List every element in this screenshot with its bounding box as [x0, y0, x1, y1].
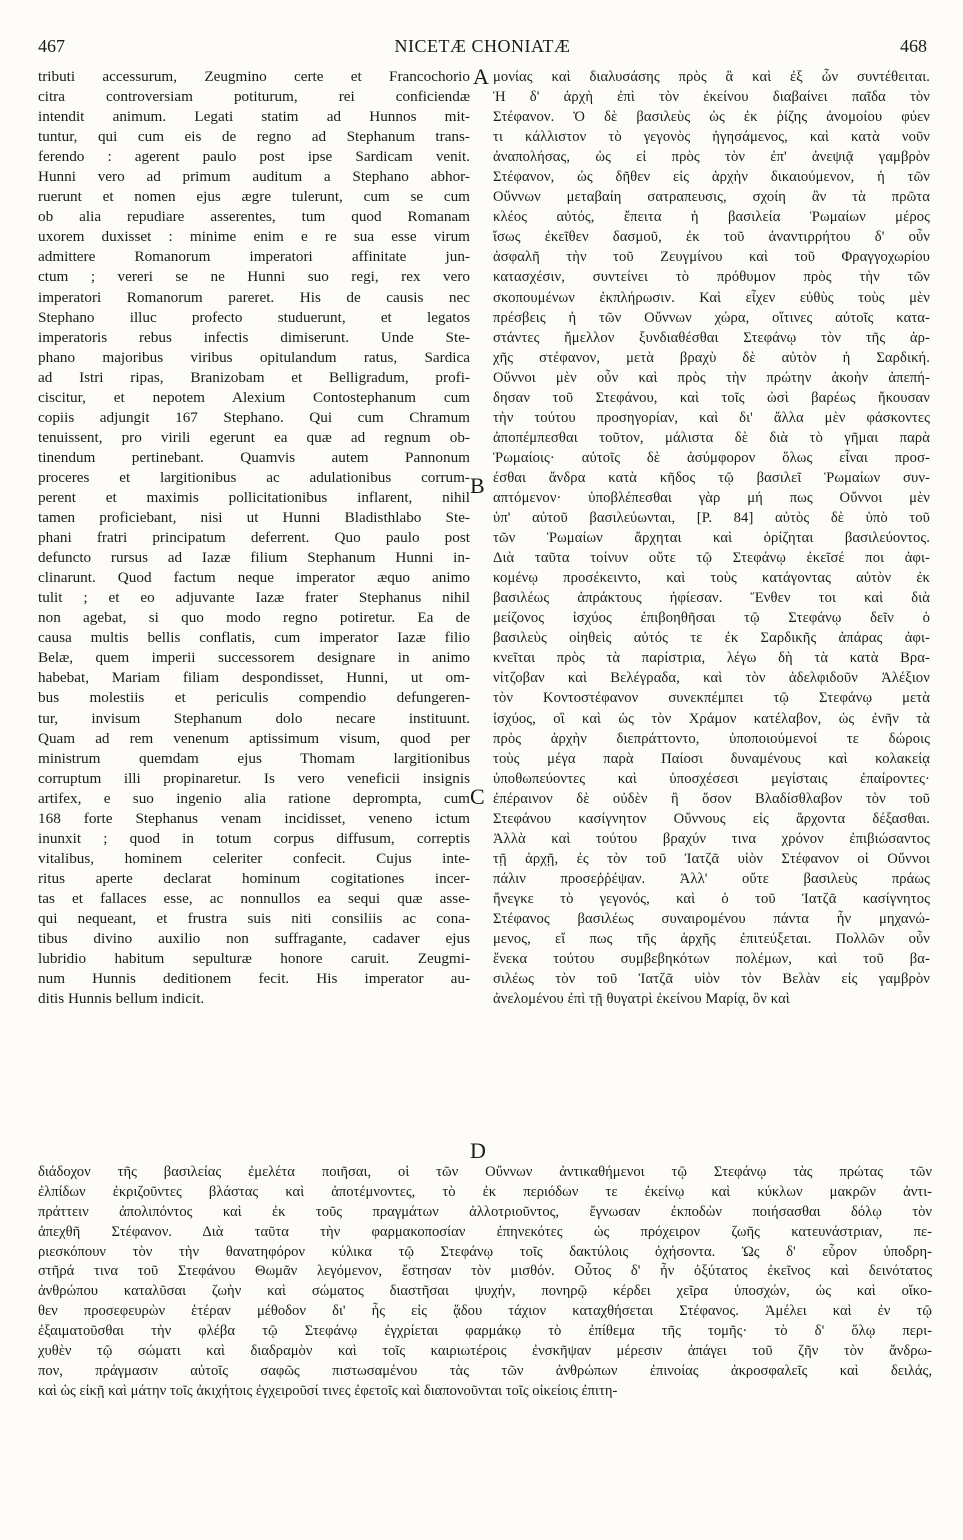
greek-text-line: Οὔννων μεταβαίη σατραπευσις, σχοίη ἂν τὰ πρῶτα	[493, 189, 930, 206]
latin-text-line: tas et fallaces esse, ac nonnullos ea sequi quæ asse-	[38, 889, 470, 907]
latin-text-line: admittere Romanorum imperatori affinitate jun-	[38, 248, 470, 266]
greek-text-line: στάντες ἤμελλον ξυνδιαθέσθαι Στεφάνῳ τὸν τῆς ἀρ-	[493, 329, 930, 346]
latin-text-line: ditis Hunnis bellum indicit.	[38, 990, 205, 1008]
greek-text-line: ἰσχύος, οἳ καὶ ὡς τὸν Χράμον κατέλαβον, ὡς ἐνῆν τὰ	[493, 710, 930, 727]
greek-text-line: Στέφανος βασιλέως συναιρομένου πάντα ἦν μηχανώ-	[493, 910, 930, 927]
latin-text-line: 168 forte Stephanus venam incidisset, veneno ictum	[38, 809, 470, 827]
latin-text-line: clinarunt. Quod factum neque imperator æquo animo	[38, 569, 470, 587]
latin-text-line: uxorem duxisset : minime enim e re sua esse virum	[38, 228, 470, 246]
latin-text-line: qui nequeant, et frustra suis niti consiliis ac cona-	[38, 909, 470, 927]
greek-text-line: Ἀλλὰ καὶ τούτου βραχύν τινα χρόνον ἐπιβιώσαντος	[493, 830, 930, 847]
greek-text-line: Διὰ ταῦτα τοίνυν οὔτε τῷ Στεφάνῳ ἐκεῖσέ ποι ἀφι-	[493, 550, 930, 567]
greek-column	[493, 67, 930, 1009]
greek-full-line: καὶ ὡς εἰκῇ καὶ μάτην τοῖς ἀκιχήτοις ἐγχειροῦσί τινες ἐφετοῖς καὶ διαπονοῦνται τοῖς οἰκείοις ἐπιτη-	[38, 1382, 618, 1399]
greek-text-line: τοὺς μέγα παρὰ Παίοσι δυναμένους καὶ κολακείᾳ	[493, 750, 930, 767]
greek-text-line: βασιλέως ἀπράκτους ἠφίεσαν. Ἔνθεν τοι καὶ διὰ	[493, 590, 930, 607]
greek-text-line: σκοπουμένων ἐκπλήρωσιν. Καὶ εἶχεν εὐθὺς τοὺς μὲν	[493, 289, 930, 306]
latin-text-line: ob alia repudiare asserentes, tum quod Romanam	[38, 208, 470, 226]
greek-full-line: ριεσκόπουν τὸν τὴν θανατηφόρον κύλικα τῷ Στεφάνῳ τοῖς δακτύλοις ὀχήσοντα. Ὡς δ' εὗρον ὑποδρη-	[38, 1243, 932, 1260]
latin-text-line: ministrum quemdam ejus Thomam largitionibus	[38, 749, 470, 767]
greek-text-line: κλέος αὐτός, ἔπειτα ἡ βασιλεία Ῥωμαίων μέρος	[493, 209, 930, 226]
greek-text-line: τὴν τούτου προσηγορίαν, καὶ δι' ἄλλα μὲν φάσκοντες	[493, 409, 930, 426]
latin-text-line: perent et maximis pollicitationibus inflarent, nihil	[38, 488, 470, 506]
greek-text-line: τι κάλλιστον τὸ γεγονὸς ἡγησάμενος, καὶ κατὰ νοῦν	[493, 129, 930, 146]
greek-text-line: πρέσβεις ἡ τῶν Οὔννων χώρα, οἵτινες αὐτοῖς κατα-	[493, 309, 930, 326]
greek-full-line: πράττειν ἀπολιπόντος καὶ ἐκ τοῦς πραγμάτων ἀλλοτριοῦντος, ἔγνωσαν ἐκποδὼν ποιήσασθαι δόλῳ τὸν	[38, 1203, 932, 1220]
page-number-left: 467	[38, 36, 65, 56]
greek-text-line: νίτζοβαν καὶ Βελέγραδα, καὶ τὸν ἀδελφιδοῦν Ἀλέξιον	[493, 670, 930, 687]
greek-text-line: πάλιν προσεῤῥέψαν. Ἀλλ' οὔτε βασιλεὺς πράως	[493, 870, 930, 887]
greek-text-line: βασιλεὺς οἰηθεὶς αὐτός τε ἐκ Σαρδικῆς ἀπάρας ἀφι-	[493, 630, 930, 647]
latin-text-line: ad Istri ripas, Branizobam et Belligradum, profi-	[38, 368, 470, 386]
page-number-right: 468	[900, 36, 927, 56]
section-marker-c: C	[470, 784, 485, 809]
latin-text-line: corruptum illi propinaretur. Is vero veneficii insignis	[38, 769, 470, 787]
greek-text-line: Στεφάνου κασίγνητον Οὔννους εἰς ἄρχοντα δέξασθαι.	[493, 810, 930, 827]
greek-text-line: τὸν Κοντοστέφανον συνεκπέμπει τῷ Στεφάνῳ μετὰ	[493, 690, 930, 707]
greek-text-line: κατασχέσιν, συντείνει τὸ πρόθυμον πρὸς τὴν τῶν	[493, 269, 930, 286]
latin-text-line: ruerunt et nomen ejus ægre tulerunt, cum se cum	[38, 188, 470, 206]
latin-text-line: Belæ, quem imperii successorem designare in animo	[38, 649, 470, 667]
greek-full-width-text	[38, 1163, 932, 1402]
greek-full-line: ἀνθρώπου καταλῦσαι ζωὴν καὶ σώματος διαστῆσαι ψυχήν, πονηρῷ κέρδει χεῖρα ὑποσχών, ὡς καὶ οἴκο-	[38, 1283, 932, 1300]
greek-text-line: έσθαι ἄνδρα κατὰ κῆδος τῷ βασιλεῖ Ῥωμαίων συν-	[493, 469, 930, 486]
latin-text-line: phani fratri principatum deferrent. Quo paulo post	[38, 529, 470, 547]
latin-text-line: ciscitur, et nepotem Alexium Contostephanum cum	[38, 388, 470, 406]
greek-text-line: δησαν τοῦ Στεφάνου, καὶ τοῖς ὠσὶ βαρέως ἤκουσαν	[493, 389, 930, 406]
latin-text-line: non agebat, si quo modo regno potiretur. Ea de	[38, 609, 470, 627]
latin-text-line: copiis adjungit 167 Stephano. Qui cum Chramum	[38, 408, 470, 426]
greek-text-line: ἤνεγκε τὸ γεγονός, καὶ ὁ τοῦ Ἰατζᾶ κασίγνητος	[493, 890, 930, 907]
section-marker-d: D	[470, 1138, 486, 1163]
latin-text-line: Stephano illuc profecto studuerunt, et legatos	[38, 308, 470, 326]
greek-text-line: Οὔννοι μὲν οὖν καὶ πρὸς τὴν πρώτην ἀκοὴν ἀπεπή-	[493, 369, 930, 386]
greek-full-line: ἐξαιματοῦσθαι τὴν φλέβα τῷ Στεφάνῳ ἐγχρίεται φαρμάκῳ τὸ ἐπίθεμα τῆς τομῆς· τὸ δ' ὅλῳ περι-	[38, 1323, 932, 1340]
latin-text-line: tamen proficiebant, nisi ut Hunni Bladisthlabo Ste-	[38, 509, 470, 527]
section-marker-a: A	[473, 64, 489, 89]
greek-full-line: ἐλπίδων ἐκριζοῦντες βλάστας καὶ ἀποτέμνοντες, τὸ ἐκ περιόδων τε ἐκείνῳ καὶ κύκλων μακρῶν ἀντι-	[38, 1183, 932, 1200]
greek-text-line: Στέφανον, ὡς δῆθεν εἰς ἀρχὴν δικαιούμενον, ἡ τῶν	[493, 169, 930, 186]
greek-text-line: ὑπ' αὐτοῦ βασιλεύωνται, [P. 84] αὐτὸς δὲ ὑπὸ τοῦ	[493, 510, 930, 527]
latin-text-line: Hunni vero ad primum auditum a Stephano abhor-	[38, 168, 470, 186]
greek-text-line: κομένῳ προσέκειντο, καὶ τοὺς κατάγοντας αὐτὸν ἐκ	[493, 570, 930, 587]
greek-text-line: πρὸς ἀρχὴν διεπράττοντο, ὑποποιούμενοί τε δώροις	[493, 730, 930, 747]
latin-text-line: lubridio habitum sepulturæ honore caruit. Zeugmi-	[38, 950, 470, 968]
latin-column	[38, 67, 470, 1009]
latin-text-line: causa multis bellis conflatis, cum imperator Iazæ filio	[38, 629, 470, 647]
latin-text-line: ctum ; vereri se ne Hunni suo regi, rex vero	[38, 268, 470, 286]
latin-text-line: tulit ; et eo adjuvante Iazæ frater Stephanus nihil	[38, 589, 470, 607]
latin-text-line: phano majoribus viribus opitulandum ratus, Sardica	[38, 348, 470, 366]
greek-full-line: ἀπεχθῆ Στέφανον. Διὰ ταῦτα τὴν φαρμακοποσίαν ἐπηνεκότες ὡς πρόχειρον ζωῆς κατευνάστριαν, πε-	[38, 1223, 932, 1240]
greek-text-line: τῇ ἀρχῇ, ἐς τὸν τοῦ Ἰατζᾶ υἱὸν Στέφανον οἱ Οὔννοι	[493, 850, 930, 867]
greek-text-line: ἀνελομένου ἐπὶ τῇ θυγατρὶ ἐκείνου Μαρίᾳ, ὃν καὶ	[493, 991, 790, 1008]
greek-text-line: σιλέως τὸν τοῦ Ἰατζᾶ υἱὸν τὸν Βελὰν εἰς γαμβρὸν	[493, 971, 930, 988]
latin-text-line: proceres et largitionibus ac adulationibus corrum-	[38, 468, 470, 486]
greek-full-line: θεν προσεφευρὼν ἑτέραν μέθοδον δι' ἧς εἰς ᾅδου τάχιον καταχθήσεται Στέφανος. Ἀμέλει καὶ ἐν τῷ	[38, 1303, 932, 1320]
greek-text-line: ἐπέραινον δὲ οὐδὲν ἢ ὅσον Βλαδίσθλαβον τὸν τοῦ	[493, 790, 930, 807]
latin-text-line: bus molestiis et periculis compendio defungeren-	[38, 689, 470, 707]
greek-text-line: ἴσως ἐκεῖθεν δασμοῦ, ἐκ τοῦ ἀναντιρρήτου δ' οὖν	[493, 229, 930, 246]
latin-text-line: vitalibus, hominem celeriter confecit. Cujus inte-	[38, 849, 470, 867]
latin-text-line: artifex, e suo ingenio alia ratione deprompta, cum	[38, 789, 470, 807]
latin-text-line: tur, invisum Stephanum dolo necare instituunt.	[38, 709, 470, 727]
greek-text-line: κνεῖται πρὸς τὰ παρίστρια, λέγω δὴ τὰ κατὰ Βρα-	[493, 650, 930, 667]
latin-text-line: ferendo : agerent paulo post ipse Sardicam venit.	[38, 148, 470, 166]
greek-full-line: στῆρά τινα τοῦ Στεφάνου Θωμᾶν λεγόμενον, ἔστησαν τὸν μισθόν. Οὗτος δ' ἦν ὀξύτατος ἐκεῖνος καὶ δεινότατος	[38, 1263, 932, 1280]
greek-text-line: μείζονος ἰσχύος ἐπιβοηθῆσαι τῷ Στεφάνῳ δεῖν ὁ	[493, 610, 930, 627]
greek-text-line: ὑποθωπεύοντες καὶ ὑποσχέσεσι μεγίσταις ἐπαίροντες·	[493, 770, 930, 787]
greek-text-line: τῶν Ῥωμαίων ἄρχηται καὶ ὁρίζηται βασιλεύοντος.	[493, 530, 930, 547]
latin-text-line: ritus aperte declarat hominum cogitationes incer-	[38, 869, 470, 887]
greek-text-line: ἀσφαλῆ τὴν τοῦ Ζευγμίνου καὶ τοῦ Φραγγοχωρίου	[493, 249, 930, 266]
latin-text-line: imperatori Romanorum pareret. His de causis nec	[38, 288, 470, 306]
latin-text-line: defuncto rursus ad Iazæ filium Stephanum Hunni in-	[38, 549, 470, 567]
greek-full-line: πον, πράγμασιν αὐτοῖς σαφῶς πιστωσαμένου τὰς τῶν ἀνθρώπων ἐπινοίας ἀκροσφαλεῖς καὶ δειλάς,	[38, 1362, 932, 1379]
greek-text-line: μονίας καὶ διαλυσάσης πρὸς ἃ καὶ ἐξ ὧν συντέθειται.	[493, 69, 930, 85]
latin-text-line: tibus divino auxilio non suffragante, cadaver ejus	[38, 930, 470, 948]
greek-text-line: Ἡ δ' ἀρχὴ ἐπὶ τὸν ἐκείνου διαβαίνει παῖδα τὸν	[493, 89, 930, 106]
greek-text-line: ἀναπολήσας, ὡς εἰ πρὸς τὸν ἐπ' ἀνεψιᾷ γαμβρὸν	[493, 149, 930, 166]
greek-text-line: Στέφανον. Ὁ δὲ βασιλεὺς ὡς ἐκ ῥίζης ἀνομοίου φύεν	[493, 109, 930, 126]
latin-text-line: imperatoris rebus infectis dimiserunt. Unde Ste-	[38, 328, 470, 346]
latin-text-line: habebat, Mariam filiam despondisset, Hunni, ut om-	[38, 669, 470, 687]
greek-text-line: Ῥωμαίοις· αὐτοῖς δὲ ἀσύμφορον ὅλως εἶναι προσ-	[493, 449, 930, 466]
latin-text-line: inunxit ; quod in totum corpus diffusum, correptis	[38, 829, 470, 847]
section-marker-b: B	[470, 473, 485, 498]
greek-text-line: ἀποπέμπεσθαι τοῦτον, μάλιστα δὲ διὰ τὸ γῆμαι παρὰ	[493, 429, 930, 446]
latin-text-line: tinendum pertinebant. Quamvis autem Pannonum	[38, 448, 470, 466]
greek-text-line: χῆς στέφανον, μετὰ βραχὺ δὲ αὐτὸν ἡ Σαρδική.	[493, 349, 930, 366]
running-title: NICETÆ CHONIATÆ	[394, 36, 571, 56]
latin-text-line: Quam ad rem venenum aptissimum visum, quod per	[38, 729, 470, 747]
latin-text-line: tributi accessurum, Zeugmino certe et Francochorio	[38, 68, 470, 85]
greek-full-line: διάδοχον τῆς βασιλείας ἐμελέτα ποιῆσαι, οἱ τῶν Οὔννων ἀντικαθήμενοι τῷ Στεφάνῳ τὰς πρώτας τῶν	[38, 1164, 932, 1180]
latin-text-line: num Hunnis deditionem fecit. His imperator au-	[38, 970, 470, 988]
latin-text-line: tuntur, qui cum eis de regno ad Stephanum trans-	[38, 128, 470, 146]
latin-text-line: tenuissent, pro virili egerunt ea quæ ad regnum ob-	[38, 428, 470, 446]
greek-text-line: απτόμενον· ὑποβλέπεσθαι γὰρ μή πως Οὔννοι μὲν	[493, 489, 930, 506]
greek-text-line: μενος, εἴ πως τῆς ἀρχῆς ἐπιτεύξεται. Πολλῶν οὖν	[493, 931, 930, 948]
page-header	[38, 36, 927, 62]
greek-full-line: χυθὲν τῷ σώματι καὶ διαδραμὸν καὶ τοῖς καιριωτέροις ἐνσκῆψαν μέρεσιν ἀπάγει τοῦ ζῆν τὸν ἄνδρω-	[38, 1343, 932, 1360]
greek-text-line: ἕνεκα τούτου συμβεβηκότων πολέμων, καὶ τοῦ βα-	[493, 951, 930, 968]
latin-text-line: citra controversiam potiturum, rei conficiendæ	[38, 88, 470, 106]
latin-text-line: intendit animum. Legati statim ad Hunnos mit-	[38, 108, 470, 126]
